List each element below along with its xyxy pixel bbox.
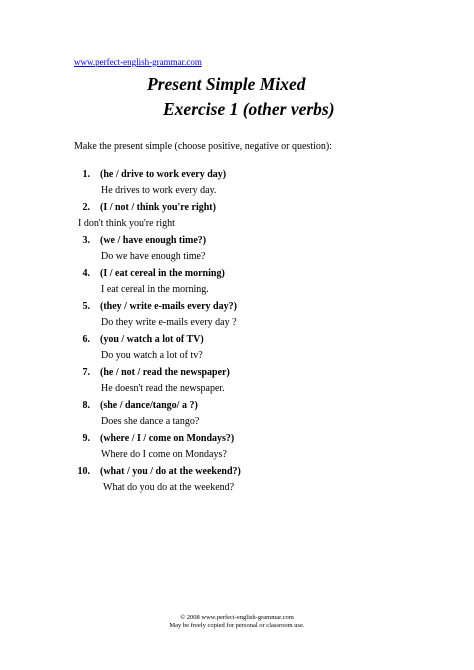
item-number: 5. [82,301,90,312]
item-question [72,334,204,345]
list-item [72,433,432,466]
item-question [72,400,198,411]
page-title-line2: Exercise 1 (other verbs) [163,99,335,119]
item-number: 10. [77,466,90,477]
item-prompt: (we / have enough time?) [100,235,207,246]
item-question [72,169,226,180]
list-item [72,202,432,235]
footer-copyright: © 2008 www.perfect-english-grammar.com [180,614,294,621]
item-number: 3. [82,235,90,246]
instructions-text: Make the present simple (choose positive, negative or question): [74,141,332,152]
list-item [72,466,432,499]
item-answer: Do we have enough time? [101,251,206,262]
list-item [72,367,432,400]
item-question [72,466,241,477]
page-title-line1: Present Simple Mixed [147,74,306,94]
item-number: 6. [82,334,90,345]
list-item [72,334,432,367]
item-answer: Where do I come on Mondays? [101,449,227,460]
item-prompt: (what / you / do at the weekend?) [100,466,241,477]
site-link[interactable]: www.perfect-english-grammar.com [74,57,202,67]
item-question [72,235,206,246]
footer-usage-note: May be freely copied for personal or classroom use. [169,622,305,629]
list-item [72,400,432,433]
item-prompt: (I / not / think you're right) [100,202,216,213]
item-question [72,367,230,378]
exercise-list [72,169,432,499]
item-prompt: (she / dance/tango/ a ?) [100,400,198,411]
item-number: 2. [82,202,90,213]
item-answer: Do they write e-mails every day ? [101,317,237,328]
item-answer: He drives to work every day. [101,185,217,196]
item-prompt: (where / I / come on Mondays?) [100,433,235,444]
item-number: 4. [82,268,90,279]
item-number: 9. [82,433,90,444]
item-answer: Does she dance a tango? [101,416,200,427]
item-prompt: (he / not / read the newspaper) [100,367,230,378]
item-number: 8. [82,400,90,411]
item-prompt: (you / watch a lot of TV) [100,334,204,345]
item-question [72,433,234,444]
list-item [72,169,432,202]
item-answer: I eat cereal in the morning. [101,284,209,295]
item-answer: Do you watch a lot of tv? [101,350,203,361]
item-answer: What do you do at the weekend? [103,482,235,493]
item-prompt: (they / write e-mails every day?) [100,301,237,312]
item-question [72,301,237,312]
item-answer: He doesn't read the newspaper. [101,383,225,394]
item-prompt: (I / eat cereal in the morning) [100,268,225,279]
item-question [72,268,225,279]
item-number: 7. [82,367,90,378]
list-item [72,235,432,268]
list-item [72,301,432,334]
item-number: 1. [82,169,90,180]
item-answer: I don't think you're right [78,218,175,229]
item-prompt: (he / drive to work every day) [100,169,227,180]
item-question [72,202,216,213]
list-item [72,268,432,301]
